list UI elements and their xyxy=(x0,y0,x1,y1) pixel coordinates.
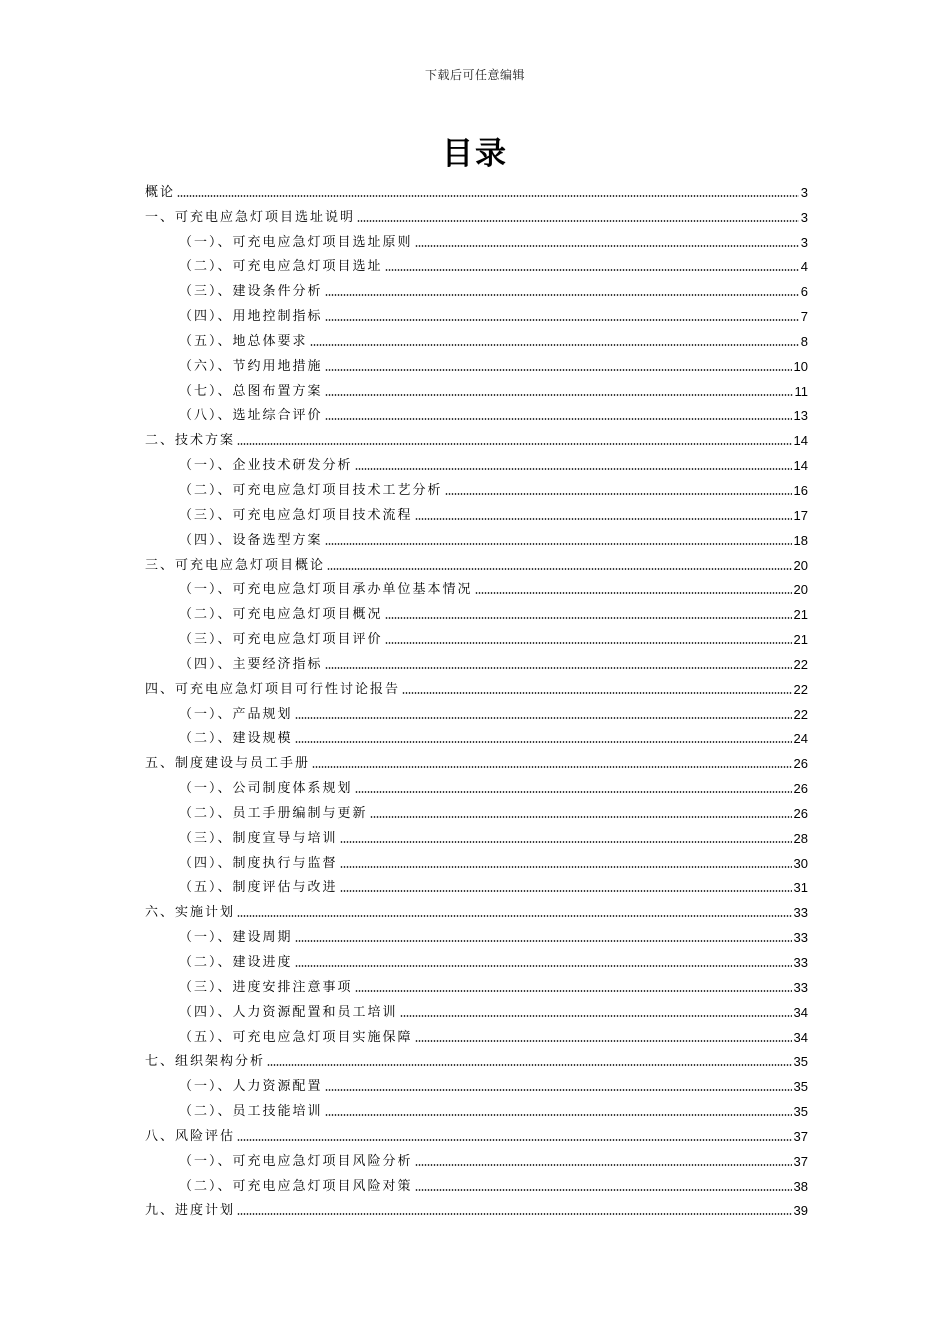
toc-entry-page-number: 37 xyxy=(793,1153,808,1169)
toc-entry[interactable] xyxy=(145,251,808,276)
toc-entry-label: （四）、制度执行与监督 xyxy=(179,855,338,871)
toc-dot-leader xyxy=(312,766,792,768)
toc-entry-page-number: 39 xyxy=(793,1203,808,1219)
toc-entry[interactable] xyxy=(145,822,808,847)
toc-dot-leader xyxy=(325,294,799,296)
toc-dot-leader xyxy=(295,965,792,967)
toc-dot-leader xyxy=(325,1114,792,1116)
toc-entry-label: （二）、员工手册编制与更新 xyxy=(179,805,368,821)
toc-entry[interactable] xyxy=(145,847,808,872)
toc-dot-leader xyxy=(237,1139,792,1141)
toc-entry-label: （二）、可充电应急灯项目风险对策 xyxy=(179,1178,413,1194)
toc-entry-label: （一）、企业技术研发分析 xyxy=(179,458,353,474)
toc-entry-page-number: 34 xyxy=(793,1029,808,1045)
toc-entry[interactable] xyxy=(145,474,808,499)
toc-entry-page-number: 4 xyxy=(800,259,808,275)
toc-entry-label: 五、制度建设与员工手册 xyxy=(145,756,311,772)
toc-entry-label: （五）、制度评估与改进 xyxy=(179,880,338,896)
toc-dot-leader xyxy=(237,915,792,917)
toc-dot-leader xyxy=(370,816,792,818)
toc-entry-page-number: 30 xyxy=(793,855,808,871)
toc-entry[interactable] xyxy=(145,797,808,822)
toc-dot-leader xyxy=(237,443,792,445)
toc-entry-label: （五）、地总体要求 xyxy=(179,333,308,349)
toc-dot-leader xyxy=(177,195,799,197)
toc-dot-leader xyxy=(267,1064,792,1066)
toc-dot-leader xyxy=(385,269,799,271)
toc-dot-leader xyxy=(355,791,792,793)
toc-entry-label: （三）、进度安排注意事项 xyxy=(179,979,353,995)
toc-entry-page-number: 10 xyxy=(793,358,808,374)
toc-entry-page-number: 3 xyxy=(800,234,808,250)
toc-entry[interactable] xyxy=(145,574,808,599)
toc-entry-label: （二）、建设进度 xyxy=(179,955,293,970)
toc-entry[interactable] xyxy=(145,1120,808,1145)
toc-entry[interactable] xyxy=(145,549,808,574)
toc-entry-label: （四）、主要经济指标 xyxy=(179,656,323,672)
toc-dot-leader xyxy=(415,1189,792,1191)
toc-entry[interactable] xyxy=(145,673,808,698)
toc-entry[interactable] xyxy=(145,400,808,425)
toc-entry[interactable] xyxy=(145,772,808,797)
toc-entry-page-number: 26 xyxy=(793,805,808,821)
toc-dot-leader xyxy=(415,1164,792,1166)
toc-entry-page-number: 35 xyxy=(793,1054,808,1070)
toc-entry[interactable] xyxy=(145,747,808,772)
toc-dot-leader xyxy=(445,493,792,495)
toc-entry-page-number: 33 xyxy=(793,979,808,995)
toc-dot-leader xyxy=(475,592,792,594)
toc-entry-label: （二）、可充电应急灯项目选址 xyxy=(179,259,383,275)
toc-entry[interactable] xyxy=(145,971,808,996)
toc-entry-page-number: 26 xyxy=(793,781,808,797)
toc-dot-leader xyxy=(415,518,792,520)
toc-entry-label: （二）、建设规模 xyxy=(179,731,293,747)
toc-dot-leader xyxy=(400,1015,792,1017)
toc-entry[interactable] xyxy=(145,524,808,549)
toc-entry-page-number: 3 xyxy=(800,209,808,225)
toc-entry[interactable] xyxy=(145,872,808,897)
toc-entry-page-number: 14 xyxy=(793,458,808,474)
toc-entry-label: 七、组织架构分析 xyxy=(145,1054,266,1070)
toc-entry-page-number: 37 xyxy=(793,1128,808,1144)
toc-entry-label: （三）、可充电应急灯项目技术流程 xyxy=(179,507,413,523)
toc-entry-label: （一）、产品规划 xyxy=(179,706,293,722)
toc-entry[interactable] xyxy=(145,921,808,946)
toc-entry[interactable] xyxy=(145,996,808,1021)
toc-entry-page-number: 26 xyxy=(793,756,808,772)
toc-dot-leader xyxy=(355,468,792,470)
toc-entry[interactable] xyxy=(145,1170,808,1195)
toc-dot-leader xyxy=(357,220,799,222)
toc-entry[interactable] xyxy=(145,424,808,449)
toc-entry[interactable] xyxy=(145,648,808,673)
toc-entry[interactable] xyxy=(145,723,808,748)
toc-entry[interactable] xyxy=(145,946,808,971)
toc-entry[interactable] xyxy=(145,449,808,474)
toc-entry-page-number: 14 xyxy=(793,433,808,449)
toc-entry[interactable] xyxy=(145,176,808,201)
toc-dot-leader xyxy=(415,245,799,247)
toc-dot-leader xyxy=(340,890,792,892)
toc-entry-label: 四、可充电应急灯项目可行性讨论报告 xyxy=(145,681,401,697)
toc-title: 目录 xyxy=(442,136,508,172)
toc-entry-label: 六、实施计划 xyxy=(145,905,236,921)
toc-entry[interactable] xyxy=(145,598,808,623)
toc-entry[interactable] xyxy=(145,325,808,350)
toc-entry-label: （二）、可充电应急灯项目概况 xyxy=(179,607,383,623)
toc-entry-page-number: 6 xyxy=(800,284,808,300)
toc-entry-label: （二）、员工技能培训 xyxy=(179,1104,323,1120)
toc-entry[interactable] xyxy=(145,698,808,723)
toc-entry-page-number: 38 xyxy=(793,1178,808,1194)
toc-entry[interactable] xyxy=(145,1095,808,1120)
toc-entry-label: （一）、建设周期 xyxy=(179,930,293,946)
toc-entry[interactable] xyxy=(145,201,808,226)
toc-entry-page-number: 31 xyxy=(793,880,808,896)
toc-entry-label: 一、可充电应急灯项目选址说明 xyxy=(145,209,356,225)
toc-entry[interactable] xyxy=(145,350,808,375)
toc-entry-page-number: 22 xyxy=(793,656,808,672)
toc-entry-label: 八、风险评估 xyxy=(145,1128,236,1144)
toc-entry-label: （三）、可充电应急灯项目评价 xyxy=(179,632,383,648)
toc-entry-page-number: 18 xyxy=(793,532,808,548)
toc-dot-leader xyxy=(325,369,792,371)
toc-entry-page-number: 35 xyxy=(793,1079,808,1095)
toc-dot-leader xyxy=(295,940,792,942)
toc-entry-page-number: 21 xyxy=(793,632,808,648)
toc-entry-page-number: 20 xyxy=(793,582,808,598)
toc-entry-label: 九、进度计划 xyxy=(145,1203,236,1219)
toc-entry[interactable] xyxy=(145,226,808,251)
toc-dot-leader xyxy=(325,667,792,669)
toc-dot-leader xyxy=(340,866,792,868)
toc-entry[interactable] xyxy=(145,300,808,325)
toc-entry-label: （一）、人力资源配置 xyxy=(179,1079,323,1095)
toc-dot-leader xyxy=(295,717,792,719)
toc-entry[interactable] xyxy=(145,499,808,524)
toc-entry[interactable] xyxy=(145,1046,808,1071)
toc-entry-page-number: 7 xyxy=(800,309,808,325)
toc-entry-page-number: 3 xyxy=(800,184,808,200)
toc-dot-leader xyxy=(355,990,792,992)
toc-entry-label: （三）、建设条件分析 xyxy=(179,284,323,300)
toc-dot-leader xyxy=(325,543,792,545)
toc-dot-leader xyxy=(325,1089,792,1091)
toc-entry-label: （一）、可充电应急灯项目选址原则 xyxy=(179,234,413,250)
toc-dot-leader xyxy=(325,319,799,321)
toc-entry-page-number: 17 xyxy=(793,507,808,523)
header-note: 下载后可任意编辑 xyxy=(424,68,525,82)
toc-entry-label: （四）、用地控制指标 xyxy=(179,309,323,325)
toc-entry-page-number: 33 xyxy=(793,955,808,970)
toc-dot-leader xyxy=(415,1040,792,1042)
toc-entry-page-number: 28 xyxy=(793,830,808,846)
toc-entry[interactable] xyxy=(145,1021,808,1046)
toc-entry[interactable] xyxy=(145,623,808,648)
toc-entry-label: （四）、人力资源配置和员工培训 xyxy=(179,1004,398,1020)
toc-entry-page-number: 8 xyxy=(800,333,808,349)
toc-entry-label: （一）、可充电应急灯项目承办单位基本情况 xyxy=(179,582,473,598)
toc-dot-leader xyxy=(325,418,792,420)
toc-entry-page-number: 34 xyxy=(793,1004,808,1020)
toc-entry-page-number: 35 xyxy=(793,1104,808,1120)
toc-entry-page-number: 22 xyxy=(793,706,808,722)
toc-entry-label: （三）、制度宣导与培训 xyxy=(179,830,338,846)
toc-entry-label: 三、可充电应急灯项目概论 xyxy=(145,557,326,573)
toc-dot-leader xyxy=(385,617,792,619)
toc-entry-label: （八）、选址综合评价 xyxy=(179,408,323,424)
toc-entry-page-number: 22 xyxy=(793,681,808,697)
toc-entry-page-number: 20 xyxy=(793,557,808,573)
toc-entry-label: （一）、公司制度体系规划 xyxy=(179,781,353,797)
toc-entry-label: （六）、节约用地措施 xyxy=(179,358,323,374)
toc-entry-page-number: 33 xyxy=(793,905,808,921)
toc-entry[interactable] xyxy=(145,896,808,921)
toc-entry-label: 二、技术方案 xyxy=(145,433,236,449)
toc-entry[interactable] xyxy=(145,275,808,300)
toc-entry-page-number: 21 xyxy=(793,607,808,623)
toc-entry-label: （一）、可充电应急灯项目风险分析 xyxy=(179,1153,413,1169)
toc-dot-leader xyxy=(310,344,799,346)
toc-entry-page-number: 24 xyxy=(793,731,808,747)
toc-entry[interactable] xyxy=(145,1070,808,1095)
toc-dot-leader xyxy=(385,642,792,644)
toc-entry-label: （七）、总图布置方案 xyxy=(179,383,323,399)
toc-dot-leader xyxy=(327,568,792,570)
toc-entry[interactable] xyxy=(145,1145,808,1170)
toc-entry-page-number: 11 xyxy=(794,383,808,399)
table-of-contents xyxy=(145,176,808,1219)
toc-dot-leader xyxy=(237,1213,792,1215)
toc-entry-label: （四）、设备选型方案 xyxy=(179,532,323,548)
toc-entry[interactable] xyxy=(145,375,808,400)
toc-entry-page-number: 33 xyxy=(793,930,808,946)
toc-entry-page-number: 16 xyxy=(793,482,808,498)
toc-entry-label: （二）、可充电应急灯项目技术工艺分析 xyxy=(179,482,443,498)
toc-entry-label: （五）、可充电应急灯项目实施保障 xyxy=(179,1029,413,1045)
toc-dot-leader xyxy=(325,394,793,396)
toc-dot-leader xyxy=(402,692,792,694)
toc-entry-page-number: 13 xyxy=(793,408,808,424)
toc-entry[interactable] xyxy=(145,1195,808,1220)
toc-entry-label: 概论 xyxy=(145,184,176,200)
toc-dot-leader xyxy=(295,741,792,743)
toc-dot-leader xyxy=(340,841,792,843)
